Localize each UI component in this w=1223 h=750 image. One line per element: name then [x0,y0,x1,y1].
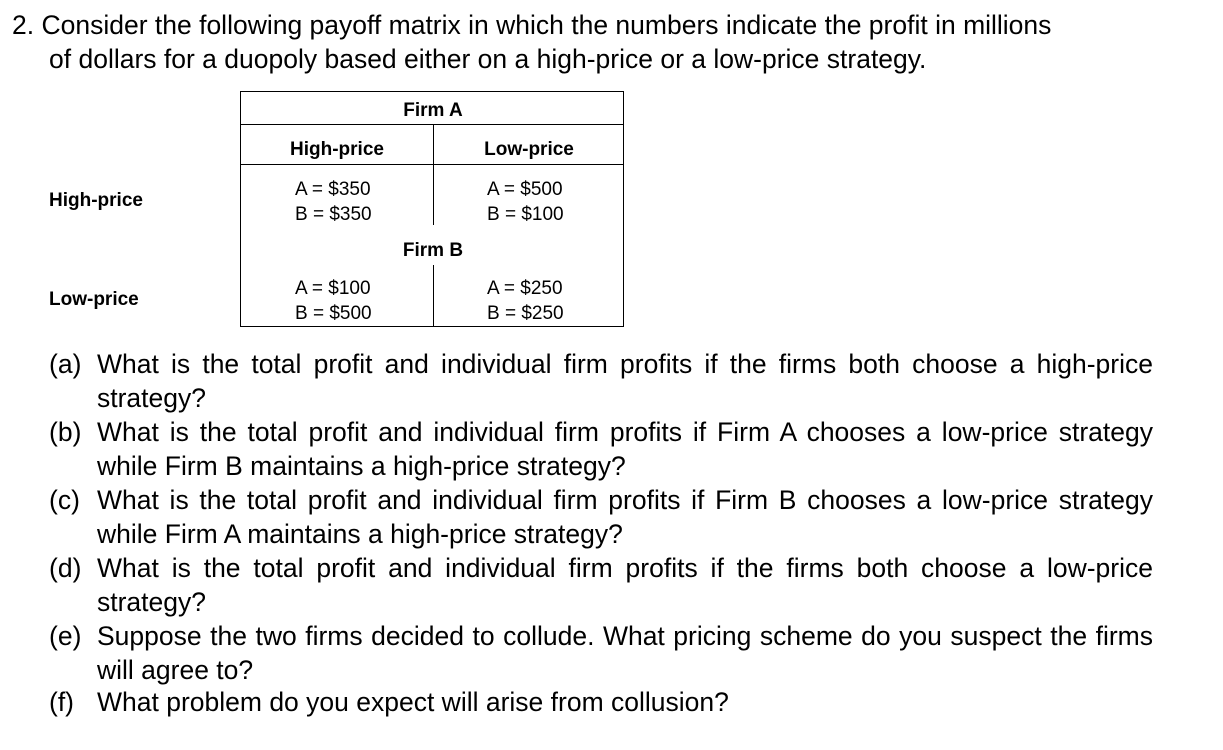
subquestion-text: What is the total profit and individual firm profits if Firm A chooses a low-price strategy while Firm B maintains a high-price strategy? [97,417,1153,481]
subquestion-tag: (b) [49,417,82,447]
subquestion-tag: (c) [49,485,80,515]
firm-b-label: Firm B [402,240,464,261]
subquestion-text: What is the total profit and individual firm profits if the firms both choose a high-price strategy? [97,349,1153,413]
cell-high-low-a: A = $500 [487,179,563,200]
cell-high-high-a: A = $350 [295,179,371,200]
matrix-divider-headers [241,164,623,165]
col-header-high-price: High-price [290,139,384,160]
matrix-divider-bottom-column [433,265,434,327]
cell-high-high-b: B = $350 [295,204,372,225]
row-label-low-price: Low-price [49,289,139,310]
cell-high-high [295,177,372,227]
row-label-high-price: High-price [49,190,143,211]
subquestion-d [49,551,1153,619]
cell-high-low-b: B = $100 [487,204,564,225]
subquestion-c [49,483,1153,551]
subquestion-f [49,685,1153,719]
payoff-matrix [240,91,624,327]
cell-low-high-b: B = $500 [295,303,372,324]
firm-a-label: Firm A [403,100,463,121]
subquestion-tag: (a) [49,349,82,379]
subquestion-tag: (e) [49,621,82,651]
subquestion-tag: (d) [49,553,82,583]
question-line-1: 2. Consider the following payoff matrix in which the numbers indicate the profit in millions [12,10,1052,40]
cell-low-high [295,276,372,326]
subquestion-a [49,347,1153,415]
question-line-2: of dollars for a duopoly based either on a high-price or a low-price strategy. [49,44,927,74]
matrix-divider-firm-a [241,124,623,125]
subquestion-b [49,415,1153,483]
cell-low-low-b: B = $250 [487,303,564,324]
cell-low-low [487,276,564,326]
subquestion-text: What is the total profit and individual firm profits if the firms both choose a low-price strategy? [97,553,1153,617]
subquestion-text: What problem do you expect will arise from collusion? [97,687,729,717]
cell-low-high-a: A = $100 [295,278,371,299]
subquestion-tag: (f) [49,687,75,717]
subquestion-text: What is the total profit and individual firm profits if Firm B chooses a low-price strategy while Firm A maintains a high-price strategy? [97,485,1153,549]
cell-low-low-a: A = $250 [487,278,563,299]
cell-high-low [487,177,564,227]
col-header-low-price: Low-price [484,139,574,160]
subquestion-text: Suppose the two firms decided to collude. What pricing scheme do you suspect the firms will agree to? [97,621,1153,685]
subquestion-e [49,619,1153,687]
